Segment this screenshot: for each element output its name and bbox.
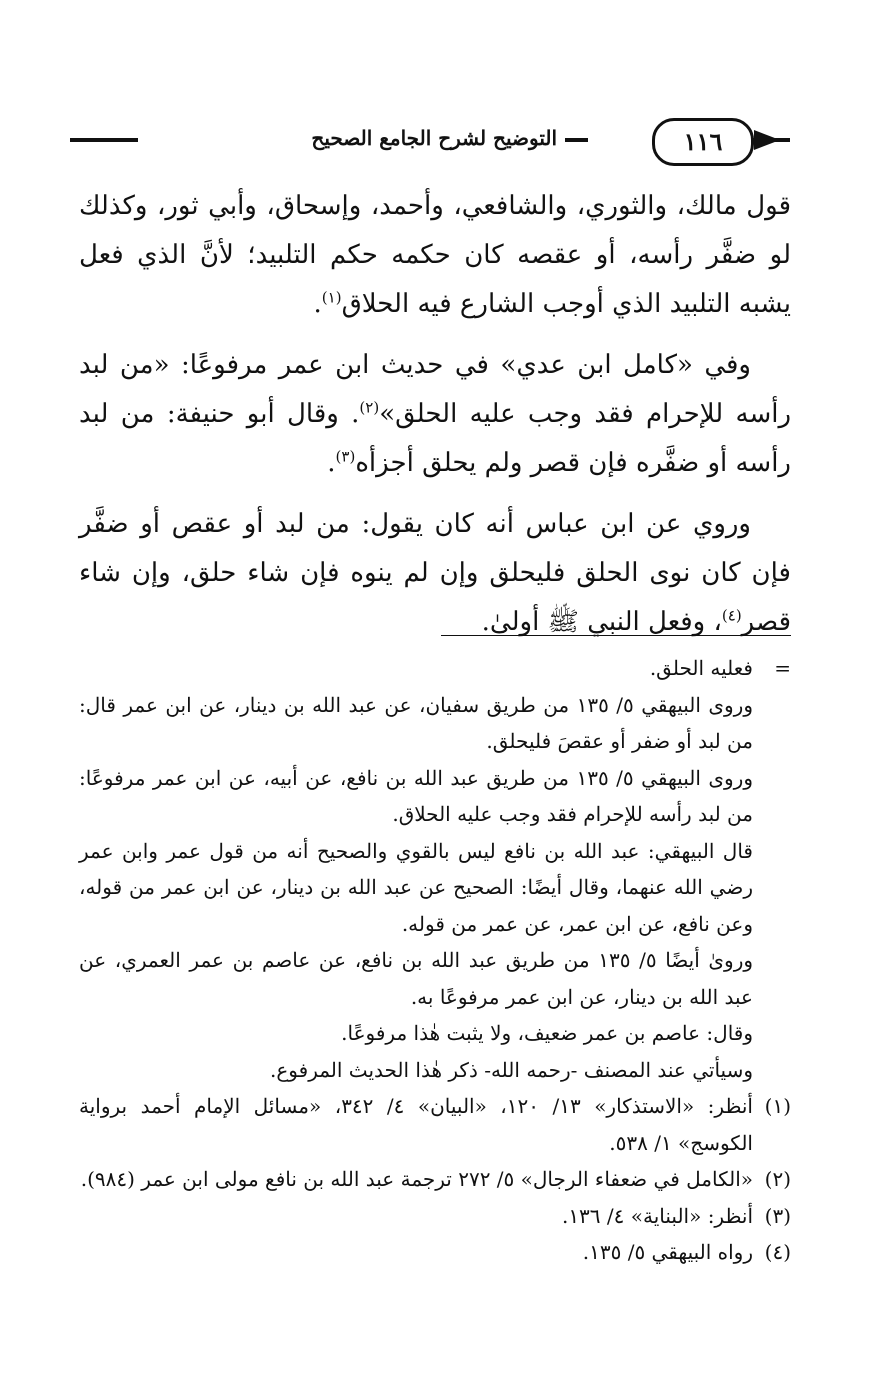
- footnote-ref-3: (٣): [335, 447, 356, 466]
- footnote-3: [79, 1198, 791, 1235]
- footnote-ref-4: (٤): [721, 606, 742, 625]
- paragraph-2: وفي «كامل ابن عدي» في حديث ابن عمر مرفوعًا: «من لبد رأسه للإحرام فقد وجب عليه الحلق»$^{(٢)}$. وقال أبو حنيفة: من لبد رأسه أو ضفَّره فإن قصر ولم يحلق أجزأه$^{(٣)}$.: [79, 350, 792, 478]
- main-text: [79, 182, 791, 659]
- continuation-marker: =: [774, 656, 791, 680]
- footnote-number: (١): [764, 1094, 791, 1118]
- note-line-3: قال البيهقي: عبد الله بن نافع ليس بالقوي والصحيح أنه من قول عمر وابن عمر رضي الله عنهما، وقال أيضًا: الصحيح عن عبد الله بن دينار، عن ابن عمر من قوله، وعن نافع، عن ابن عمر، عن عمر من قوله.: [79, 838, 753, 936]
- footnote-number: (٤): [764, 1240, 791, 1264]
- footnote-ref-2: (٢): [359, 398, 380, 417]
- paragraph-1: قول مالك، والثوري، والشافعي، وأحمد، وإسحاق، وأبي ثور، وكذلك لو ضفَّر رأسه، أو عقصه كان حكمه حكم التلبيد؛ لأنَّ الذي فعل يشبه التلبيد الذي أوجب الشارع فيه الحلاق$^{(١)}$.: [79, 191, 791, 319]
- note-line-1: وروى البيهقي ٥/ ١٣٥ من طريق سفيان، عن عبد الله بن دينار، عن ابن عمر قال: من لبد أو ضفر أو عقصَ فليحلق.: [79, 692, 753, 753]
- note-line-2: وروى البيهقي ٥/ ١٣٥ من طريق عبد الله بن نافع، عن أبيه، عن ابن عمر مرفوعًا: من لبد رأسه للإحرام فقد وجب عليه الحلاق.: [79, 765, 753, 826]
- footnote-2: [79, 1161, 791, 1198]
- footnote-continuation: = فعليه الحلق.: [79, 650, 791, 687]
- footnote-text: رواه البيهقي ٥/ ١٣٥.: [582, 1240, 753, 1264]
- paragraph-3: وروي عن ابن عباس أنه كان يقول: من لبد أو عقص أو ضفَّر فإن كان نوى الحلق فليحلق وإن لم ينوه فإن شاء حلق، وإن شاء قصر$^{(٤)}$، وفعل النبي ﷺ أولىٰ.: [79, 509, 791, 637]
- footnote-4: [79, 1234, 791, 1271]
- page-number-arrow-icon: [754, 130, 780, 150]
- note-line-5: وقال: عاصم بن عمر ضعيف، ولا يثبت هٰذا مرفوعًا.: [341, 1021, 753, 1045]
- footnote-1: [79, 1088, 791, 1161]
- footnote-separator: [441, 635, 791, 636]
- footnote-text: «الكامل في ضعفاء الرجال» ٥/ ٢٧٢ ترجمة عبد الله بن نافع مولى ابن عمر (٩٨٤).: [80, 1167, 753, 1191]
- footnote-ref-1: (١): [321, 288, 342, 307]
- note-line-6: وسيأتي عند المصنف -رحمه الله- ذكر هٰذا الحديث المرفوع.: [270, 1057, 753, 1082]
- footnote-number: (٣): [764, 1203, 791, 1228]
- note-line-4: ورویٰ أيضًا ٥/ ١٣٥ من طريق عبد الله بن نافع، عن عاصم بن عمر العمري، عن عبد الله بن دينار، عن ابن عمر مرفوعًا به.: [79, 948, 754, 1009]
- running-title: التوضيح لشرح الجامع الصحيح: [303, 126, 565, 150]
- footnote-text: أنظر: «الاستذكار» ١٣/ ١٢٠، «البيان» ٤/ ٣٤٢، «مسائل الإمام أحمد برواية الكوسج» ١/ ٥٣٨.: [79, 1094, 753, 1155]
- page-header: [70, 118, 790, 170]
- page-number: ١١٦: [652, 118, 754, 166]
- footnotes-section: [79, 650, 791, 1271]
- footnote-number: (٢): [764, 1167, 791, 1191]
- footnote-text: أنظر: «البناية» ٤/ ١٣٦.: [561, 1203, 753, 1228]
- header-rule-left: [70, 138, 138, 142]
